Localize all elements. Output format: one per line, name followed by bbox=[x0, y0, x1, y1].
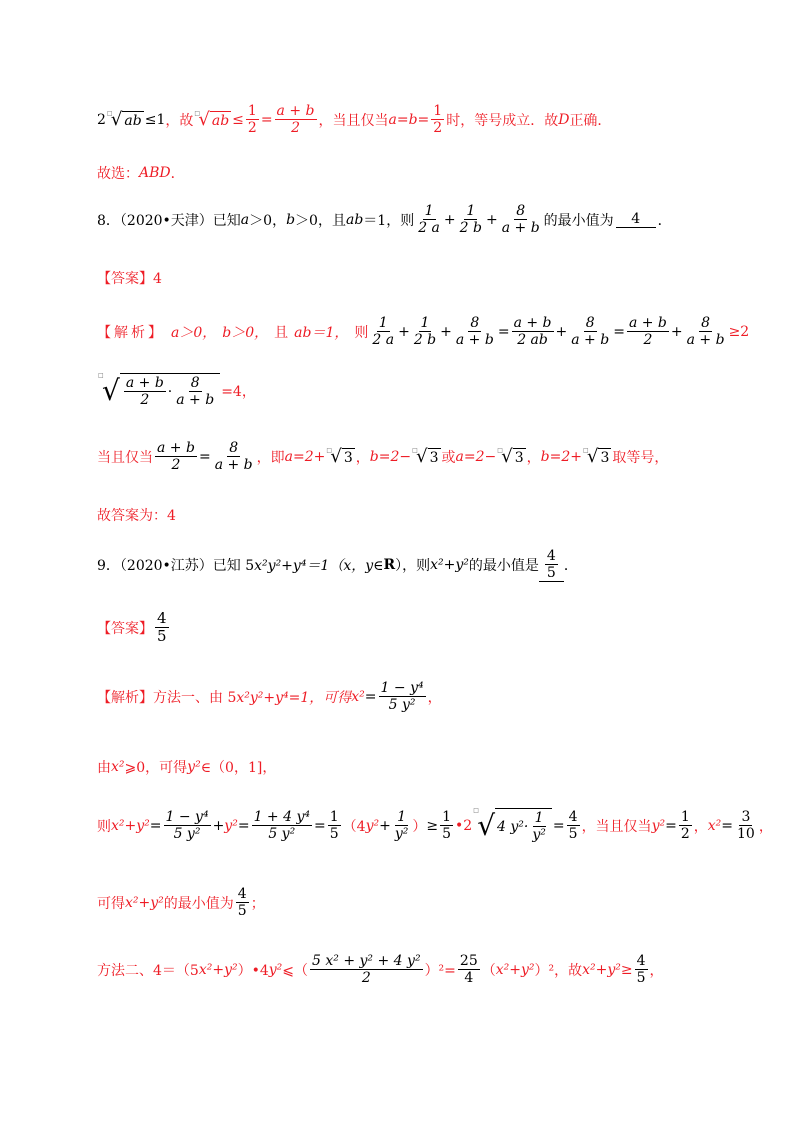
numerator: 25 bbox=[459, 953, 478, 969]
text: ， bbox=[758, 818, 773, 835]
denominator: 5 bbox=[157, 627, 167, 646]
denominator: 5 y² bbox=[388, 697, 416, 714]
text: ； bbox=[250, 895, 265, 912]
numerator: 1 bbox=[329, 809, 339, 825]
text: + bbox=[379, 817, 391, 834]
text: 取等号， bbox=[612, 449, 669, 466]
denominator: 2 bbox=[361, 970, 371, 987]
text: = bbox=[665, 817, 677, 834]
text: x² bbox=[707, 817, 722, 834]
solution-9-line-5 bbox=[97, 953, 664, 986]
text: a=2+ bbox=[284, 448, 326, 465]
text: 9．（2020•江苏）已知 5 bbox=[97, 558, 255, 575]
text: 【解析】 bbox=[97, 324, 165, 341]
cube-root: √ □ ab bbox=[194, 108, 230, 130]
fraction bbox=[500, 203, 542, 236]
cube-root: √ □ 3 bbox=[497, 445, 524, 467]
text: 当且仅当 bbox=[97, 449, 153, 466]
numerator: 1 + 4 y⁴ bbox=[253, 809, 310, 825]
text: ， bbox=[649, 962, 664, 979]
root-body: 3 bbox=[343, 449, 353, 466]
text: = bbox=[149, 817, 162, 834]
fraction bbox=[412, 315, 438, 348]
numerator: 8 bbox=[470, 315, 480, 331]
denominator: 4 bbox=[464, 970, 474, 987]
solution-8-line-3 bbox=[97, 440, 668, 473]
denominator: y² bbox=[394, 826, 409, 843]
fraction bbox=[164, 809, 211, 842]
fraction bbox=[454, 315, 496, 348]
text: ≤ bbox=[232, 111, 244, 128]
solution-9-line-2 bbox=[97, 757, 276, 777]
text: x²+y² bbox=[495, 961, 535, 978]
text: •2 bbox=[455, 817, 473, 834]
text: + bbox=[212, 817, 225, 834]
fraction bbox=[440, 809, 453, 842]
fraction bbox=[530, 810, 548, 843]
numerator: 1 − y⁴ bbox=[380, 680, 424, 696]
denominator: 2 ab bbox=[517, 332, 548, 349]
text: + bbox=[443, 211, 456, 228]
text: 故答案为：4 bbox=[97, 508, 176, 524]
denominator: 2 bbox=[291, 120, 300, 137]
denominator: 2 bbox=[171, 457, 181, 474]
text: a=2− bbox=[455, 448, 497, 465]
fraction bbox=[236, 886, 249, 919]
text: = bbox=[313, 817, 326, 834]
numerator: 1 bbox=[424, 203, 434, 219]
text: 方法二、4＝（5 bbox=[97, 962, 199, 979]
numerator: 1 bbox=[378, 315, 388, 331]
fraction bbox=[635, 953, 648, 986]
denominator: 2 bbox=[433, 120, 443, 137]
numerator: 3 bbox=[741, 809, 751, 825]
numerator: 8 bbox=[516, 203, 526, 219]
text: x²+y² bbox=[125, 894, 164, 911]
text: ． bbox=[657, 212, 672, 229]
text: ≤1 bbox=[144, 111, 166, 128]
root-body: 3 bbox=[429, 449, 439, 466]
fraction bbox=[458, 203, 484, 236]
text: = bbox=[260, 111, 273, 128]
text: ， bbox=[526, 449, 541, 466]
text: 的最小值是 bbox=[468, 558, 539, 575]
denominator: 5 bbox=[636, 970, 646, 987]
denominator: 5 bbox=[329, 826, 339, 843]
numerator: a + b bbox=[628, 315, 667, 331]
fraction bbox=[213, 440, 255, 473]
text: R bbox=[383, 557, 396, 574]
text: 正确． bbox=[569, 112, 612, 129]
numerator: 4 bbox=[636, 953, 646, 969]
numerator: 5 x² + y² + 4 y² bbox=[312, 953, 421, 969]
fraction bbox=[393, 809, 411, 842]
fraction bbox=[458, 953, 480, 986]
denominator: 2 bbox=[643, 332, 653, 349]
text: 可得 bbox=[97, 895, 125, 912]
text: · bbox=[167, 383, 173, 400]
text: 或 bbox=[441, 449, 456, 466]
denominator: y² bbox=[532, 827, 546, 844]
text: 故选： bbox=[97, 166, 139, 182]
denominator: a + b bbox=[501, 220, 540, 237]
fraction bbox=[379, 680, 426, 713]
text: y² bbox=[651, 817, 666, 834]
text: ， bbox=[693, 818, 708, 835]
text: + bbox=[398, 323, 410, 340]
text: x²y²+y⁴=1，可得 bbox=[236, 689, 352, 706]
numerator: 1 bbox=[247, 103, 257, 119]
fraction bbox=[735, 809, 757, 842]
fraction bbox=[174, 375, 216, 408]
text: + bbox=[555, 323, 568, 340]
text: x² bbox=[111, 759, 125, 775]
fraction bbox=[567, 809, 580, 842]
text: ab＝1， bbox=[294, 324, 349, 341]
denominator: 5 bbox=[546, 565, 556, 582]
solution-9-line-1 bbox=[97, 680, 442, 713]
fraction bbox=[155, 440, 197, 473]
question-8 bbox=[97, 203, 672, 236]
text: a bbox=[240, 211, 250, 228]
solution-8-line-4 bbox=[97, 505, 176, 525]
fraction bbox=[370, 315, 396, 348]
denominator: 2 bbox=[140, 392, 150, 409]
text: 8．（2020•天津）已知 bbox=[97, 212, 241, 229]
denominator: 2 b bbox=[459, 220, 482, 237]
solution-9-line-3 bbox=[97, 808, 773, 843]
text: ＞0， bbox=[249, 212, 287, 229]
text: x²y²+y⁴＝1（x，y∈ bbox=[254, 558, 384, 575]
text: + bbox=[670, 323, 683, 340]
answer-blank: 4 bbox=[616, 211, 656, 228]
text: ＝1，则 bbox=[363, 212, 415, 229]
numerator: a + b bbox=[125, 375, 164, 391]
fraction bbox=[155, 610, 169, 646]
numerator: 1 bbox=[534, 810, 544, 826]
text: y² bbox=[224, 817, 238, 834]
fraction bbox=[431, 103, 444, 136]
answer-blank bbox=[539, 548, 564, 582]
numerator: 1 bbox=[397, 809, 407, 825]
numerator: 4 bbox=[568, 809, 578, 825]
text: = bbox=[237, 817, 250, 834]
solution-9-line-4 bbox=[97, 886, 265, 919]
answer-9 bbox=[97, 610, 171, 646]
text: = bbox=[198, 448, 211, 465]
square-root: √ □ 4 y² · $\frac{1}{\text{y²}}$ bbox=[473, 808, 552, 843]
text: + bbox=[440, 323, 452, 340]
text: 2 bbox=[97, 111, 106, 128]
root-body: ab bbox=[124, 112, 142, 129]
line-2 bbox=[97, 163, 185, 183]
text: ≥ bbox=[620, 961, 633, 978]
numerator: 1 bbox=[466, 203, 476, 219]
square-root: √ □ $\frac{a + b}{2}$ · $\frac{8}{a + b}$ bbox=[98, 373, 220, 408]
text: x² bbox=[351, 688, 365, 705]
text: ，即 bbox=[256, 449, 285, 466]
text: 的最小值为 bbox=[543, 212, 614, 229]
text: 【答案】 bbox=[97, 620, 153, 637]
text: ⩽（ bbox=[282, 962, 309, 979]
numerator: 1 bbox=[680, 809, 690, 825]
text: ． bbox=[170, 166, 185, 182]
cube-root: √ □ 3 bbox=[412, 445, 439, 467]
denominator: a + b bbox=[686, 332, 725, 349]
numerator: 1 bbox=[442, 809, 452, 825]
numerator: a + b bbox=[276, 103, 315, 119]
text: 的最小值为 bbox=[163, 895, 234, 912]
denominator: 2 bbox=[247, 120, 257, 137]
numerator: 1 bbox=[433, 103, 443, 119]
denominator: a + b bbox=[176, 392, 215, 409]
text: 且 bbox=[274, 324, 289, 341]
numerator: 8 bbox=[585, 315, 595, 331]
text: ，故 bbox=[165, 112, 194, 129]
line-1 bbox=[97, 103, 611, 136]
text: 时，等号成立．故 bbox=[446, 112, 559, 129]
text: ） bbox=[412, 818, 427, 835]
text: x²+y² bbox=[430, 557, 469, 574]
text: ， bbox=[427, 689, 442, 706]
text: （4 bbox=[342, 818, 366, 835]
numerator: 4 bbox=[237, 886, 247, 902]
numerator: 4 bbox=[546, 548, 556, 564]
text: 由 bbox=[97, 760, 111, 776]
question-9 bbox=[97, 548, 578, 582]
text: b=2+ bbox=[540, 448, 582, 465]
text: b=2− bbox=[369, 448, 412, 465]
text: =4， bbox=[221, 383, 256, 400]
text: x²+y² bbox=[111, 817, 150, 834]
numerator: 8 bbox=[190, 375, 200, 391]
fraction bbox=[124, 375, 166, 408]
denominator: 5 y² bbox=[268, 826, 296, 843]
text: （ bbox=[481, 962, 496, 979]
text: 4 y² bbox=[497, 818, 524, 835]
answer-8 bbox=[97, 268, 162, 288]
fraction bbox=[569, 315, 611, 348]
text: ab bbox=[345, 211, 364, 228]
root-body: 3 bbox=[514, 449, 524, 466]
cube-root: √ □ 3 bbox=[326, 445, 353, 467]
text: ），则 bbox=[395, 558, 431, 575]
fraction bbox=[310, 953, 423, 986]
fraction bbox=[246, 103, 259, 136]
text: a＞0， bbox=[171, 324, 217, 341]
text: + bbox=[485, 211, 498, 228]
text: ∈（0，1]， bbox=[200, 760, 277, 776]
text: b＞0， bbox=[222, 324, 269, 341]
text: ． bbox=[563, 558, 578, 575]
text: 【答案】4 bbox=[97, 271, 162, 287]
solution-8-line-1: 【解析】 a＞0， b＞0， 且 ab＝1， 则 $\frac{1}{2 a}$ + $\frac{1}{2 b}$ + $\frac{8}{a + b}$ = $\frac{a + b}{2 ab}$ + $\frac{8}{a + b}$ = $\frac{a + b}{2}$ + $\frac{8}{a + b}$ ≥2 bbox=[97, 315, 750, 349]
text: ）•4 bbox=[237, 962, 269, 979]
denominator: 2 b bbox=[413, 332, 437, 349]
denominator: 5 bbox=[442, 826, 452, 843]
text: x²+y² bbox=[198, 961, 238, 978]
numerator: 4 bbox=[157, 609, 167, 627]
text: ＞0，且 bbox=[295, 212, 346, 229]
text: ≥2 bbox=[728, 323, 750, 340]
cube-root: √ □ 3 bbox=[582, 445, 610, 467]
text: ABD bbox=[139, 165, 171, 181]
solution-8-line-2 bbox=[97, 373, 256, 408]
fraction bbox=[275, 103, 317, 136]
text: = bbox=[364, 688, 377, 705]
fraction bbox=[512, 315, 554, 348]
text: ）²，故 bbox=[534, 962, 583, 979]
numerator: 1 − y⁴ bbox=[165, 809, 209, 825]
text: · bbox=[523, 818, 529, 835]
denominator: a + b bbox=[214, 457, 253, 474]
fraction bbox=[416, 203, 442, 236]
text: a=b= bbox=[388, 111, 430, 128]
text: b bbox=[286, 211, 296, 228]
fraction bbox=[679, 809, 692, 842]
denominator: 2 bbox=[680, 826, 690, 843]
denominator: a + b bbox=[455, 332, 494, 349]
text: = bbox=[552, 817, 565, 834]
fraction bbox=[252, 809, 312, 842]
text: y² bbox=[187, 759, 201, 775]
root-body: ab bbox=[211, 112, 230, 129]
text: x²+y² bbox=[582, 961, 621, 978]
numerator: a + b bbox=[157, 440, 195, 456]
denominator: a + b bbox=[571, 332, 610, 349]
denominator: 5 bbox=[237, 903, 247, 920]
numerator: a + b bbox=[513, 315, 552, 331]
fraction bbox=[328, 809, 341, 842]
text: y² bbox=[365, 817, 380, 834]
text: 则 bbox=[354, 324, 369, 341]
text: D bbox=[558, 111, 570, 128]
text: ）²= bbox=[424, 962, 456, 979]
text: ，当且仅当 bbox=[318, 112, 389, 129]
denominator: 2 a bbox=[418, 220, 440, 237]
root-body: 3 bbox=[600, 449, 610, 466]
text: ⩾0，可得 bbox=[124, 760, 188, 776]
denominator: 10 bbox=[737, 826, 755, 843]
cube-root: √ □ ab bbox=[106, 108, 142, 130]
text: 【解析】方法一、由 5 bbox=[97, 689, 237, 706]
denominator: 5 bbox=[568, 826, 578, 843]
denominator: 2 a bbox=[372, 332, 395, 349]
text: ≥ bbox=[426, 817, 439, 834]
text: y² bbox=[268, 961, 283, 978]
text: = bbox=[721, 817, 733, 834]
text: 则 bbox=[97, 818, 111, 835]
numerator: 1 bbox=[420, 315, 430, 331]
numerator: 8 bbox=[701, 315, 711, 331]
text: ，当且仅当 bbox=[581, 818, 652, 835]
numerator: 8 bbox=[229, 440, 239, 456]
text: ， bbox=[355, 449, 370, 466]
fraction bbox=[685, 315, 727, 348]
fraction bbox=[627, 315, 669, 348]
denominator: 5 y² bbox=[173, 826, 201, 843]
fraction bbox=[545, 548, 558, 581]
